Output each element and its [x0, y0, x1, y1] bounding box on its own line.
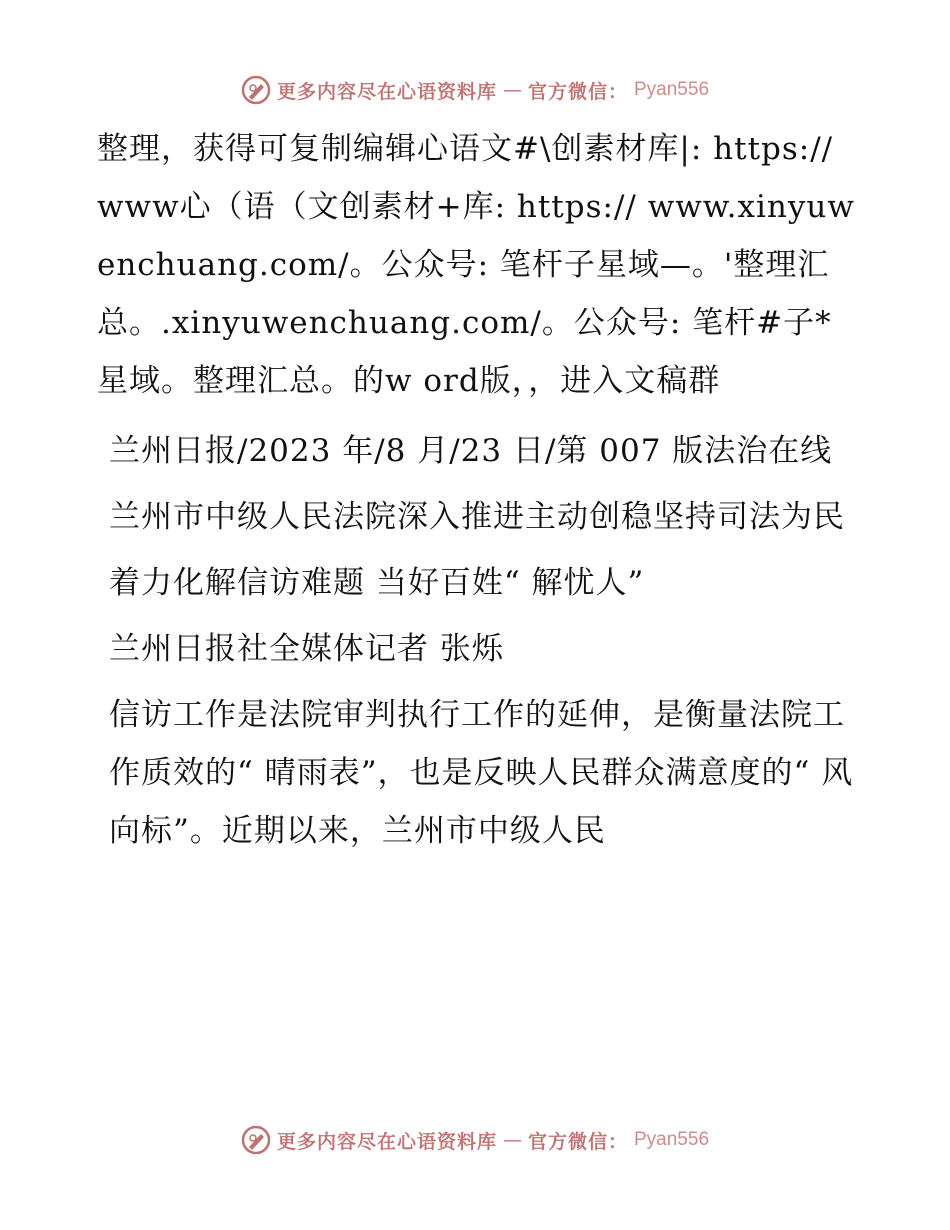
watermark-label: 官方微信：: [527, 80, 628, 103]
watermark-wechat-id: Pyan556: [634, 79, 710, 100]
intro-paragraph: 整理，获得可复制编辑心语文#\创素材库|: https://www心（语（文创素材+库: https:// www.xinyuwenchuang.com/。公众号: 笔杆子星域—。'整理汇总。.xinyuwenchuang.com/。公众号: 笔杆#子*星域。整理汇总。的w ord版，，进入文稿群: [97, 131, 855, 399]
byline: 兰州日报社全媒体记者 张烁: [109, 631, 504, 667]
watermark-text: 更多内容尽在心语资料库: [276, 80, 497, 103]
header-watermark: [0, 72, 950, 108]
footer-watermark: [0, 1122, 950, 1158]
body-paragraph: 信访工作是法院审判执行工作的延伸，是衡量法院工作质效的“ 晴雨表”，也是反映人民群众满意度的“ 风向标”。近期以来，兰州市中级人民: [109, 697, 854, 849]
watermark-separator: —: [502, 1129, 522, 1151]
pen-logo-icon: [241, 75, 271, 105]
article-subheadline: 着力化解信访难题 当好百姓“ 解忧人”: [109, 565, 645, 601]
source-line: 兰州日报/2023 年/8 月/23 日/第 007 版法治在线: [109, 433, 833, 469]
watermark-label: 官方微信：: [527, 1130, 628, 1153]
watermark-separator: —: [502, 79, 522, 101]
article-headline: 兰州市中级人民法院深入推进主动创稳坚持司法为民: [109, 499, 845, 535]
watermark-wechat-id: Pyan556: [634, 1129, 710, 1150]
document-body: [97, 120, 857, 868]
watermark-text: 更多内容尽在心语资料库: [276, 1130, 497, 1153]
pen-logo-icon: [241, 1125, 271, 1155]
